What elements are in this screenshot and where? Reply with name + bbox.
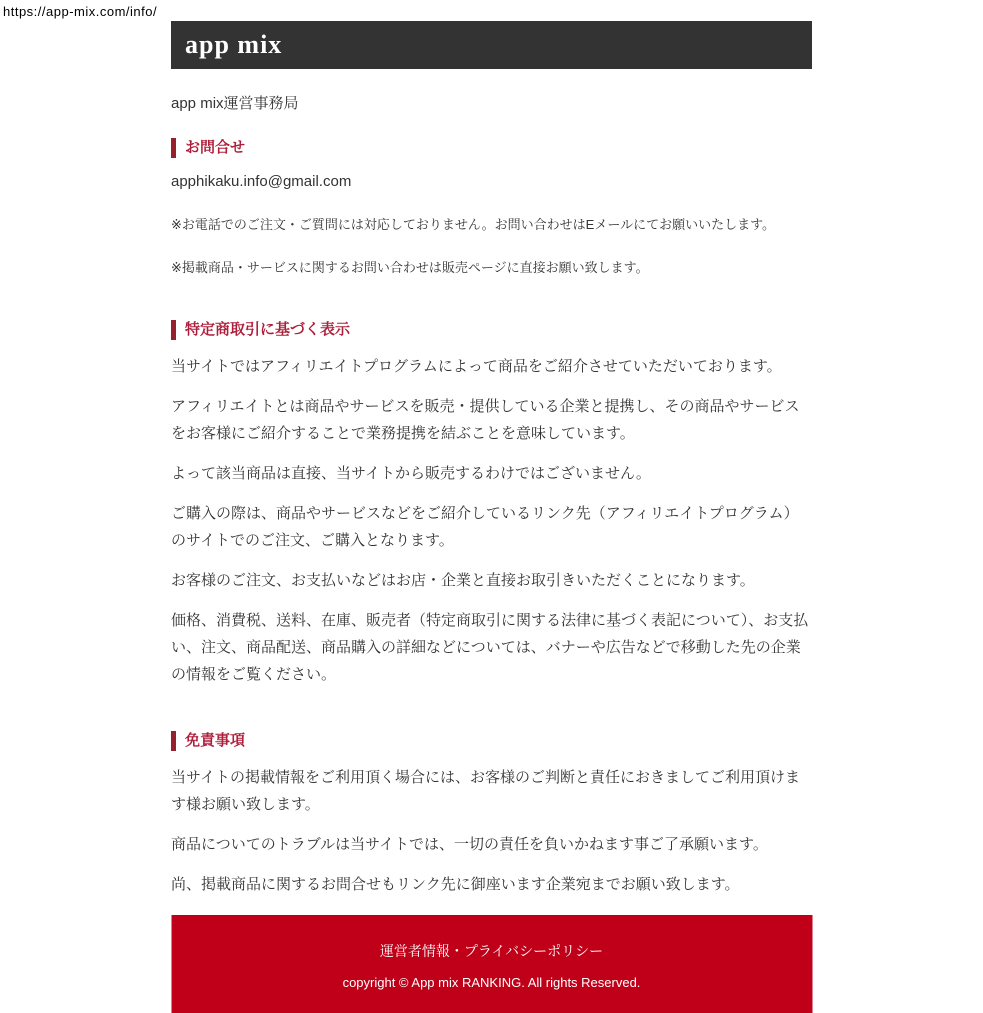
contact-note-products: ※掲載商品・サービスに関するお問い合わせは販売ページに直接お願い致します。 xyxy=(171,259,649,275)
page-url: https://app-mix.com/info/ xyxy=(3,4,158,19)
commerce-section-heading: 特定商取引に基づく表示 xyxy=(171,320,812,340)
operator-name: app mix運営事務局 xyxy=(171,95,299,112)
privacy-policy-link[interactable]: 運営者情報・プライバシーポリシー xyxy=(379,943,604,959)
page-container xyxy=(171,21,812,938)
disclaimer-paragraph-1: 当サイトの掲載情報をご利用頂く場合には、お客様のご判断と責任におきましてご利用頂けます様お願い致します。 xyxy=(171,769,800,813)
site-header xyxy=(171,21,812,69)
contact-email: apphikaku.info@gmail.com xyxy=(171,173,352,190)
disclaimer-section-heading: 免責事項 xyxy=(171,731,812,751)
site-footer xyxy=(171,915,812,1013)
disclaimer-paragraph-3: 尚、掲載商品に関するお問合せもリンク先に御座います企業宛までお願い致します。 xyxy=(171,876,740,893)
contact-note-phone: ※お電話でのご注文・ご質問には対応しておりません。お問い合わせはEメールにてお願いいたします。 xyxy=(171,217,776,232)
commerce-paragraph-6: 価格、消費税、送料、在庫、販売者（特定商取引に関する法律に基づく表記について）、お支払い、注文、商品配送、商品購入の詳細などについては、バナーや広告などで移動した先の企業の情報をご覧ください。 xyxy=(171,612,809,683)
disclaimer-paragraph-2: 商品についてのトラブルは当サイトでは、一切の責任を負いかねます事ご了承願います。 xyxy=(171,836,768,853)
commerce-paragraph-1: 当サイトではアフィリエイトプログラムによって商品をご紹介させていただいております。 xyxy=(171,358,782,375)
commerce-paragraph-3: よって該当商品は直接、当サイトから販売するわけではございません。 xyxy=(171,465,651,482)
contact-section-heading: お問合せ xyxy=(171,138,812,158)
copyright-text: copyright © App mix RANKING. All rights Reserved. xyxy=(342,975,641,990)
commerce-paragraph-4: ご購入の際は、商品やサービスなどをご紹介しているリンク先（アフィリエイトプログラム）のサイトでのご注文、ご購入となります。 xyxy=(171,505,799,549)
commerce-paragraph-5: お客様のご注文、お支払いなどはお店・企業と直接お取引きいただくことになります。 xyxy=(171,572,755,589)
commerce-paragraph-2: アフィリエイトとは商品やサービスを販売・提供している企業と提携し、その商品やサービスをお客様にご紹介することで業務提携を結ぶことを意味しています。 xyxy=(171,398,800,442)
site-title[interactable]: app mix xyxy=(185,30,283,59)
